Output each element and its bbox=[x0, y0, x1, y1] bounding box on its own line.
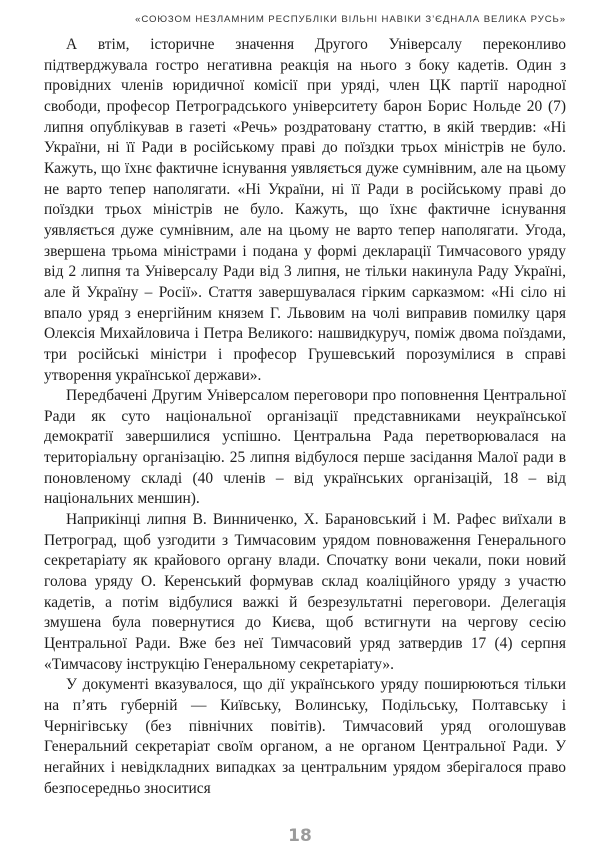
paragraph-3: Наприкінці липня В. Винниченко, Х. Барановський і М. Рафес виїхали в Петроград, щоб узгодити з Тимчасовим урядом повноваження Генерального секретаріату як крайового органу влади. Спочатку вони чекали, поки новий голова уряду О. Керенський формував склад коаліційного уряду з участю кадетів, а потім відбулися важкі й безрезультатні переговори. Делегація змушена була повернутися до Києва, щоб встигнути на чергову сесію Центральної Ради. Вже без неї Тимчасовий уряд затвердив 17 (4) серпня «Тимчасову інструкцію Генеральному секретаріату». bbox=[44, 511, 566, 673]
paragraph-2: Передбачені Другим Універсалом переговори про поповнення Центральної Ради як суто національної організації представниками неукраїнської демократії завершилися успішно. Центральна Рада перетворювалася на територіальну організацію. 25 липня відбулося перше засідання Малої ради в поновленому складі (40 членів – від українських організацій, 18 – від національних меншин). bbox=[44, 387, 566, 508]
paragraph-4: У документі вказувалося, що дії українського уряду поширюються тільки на п’ять губерній — Київську, Волинську, Подільську, Полтавську і Чернігівську (без північних повітів). Тимчасовий уряд оголошував Генеральний секретаріат своїм органом, а не органом Центральної Ради. У негайних і невідкладних випадках за центральним урядом зберігалося право безпосередньо зноситися bbox=[44, 676, 566, 797]
body-text bbox=[44, 35, 566, 799]
paragraph-1: А втім, історичне значення Другого Універсалу переконливо підтверджувала гостро негативна реакція на нього з боку кадетів. Один з провідних членів юридичної комісії при уряді, член ЦК партії народної свободи, професор Петроградського університету барон Борис Нольде 20 (7) липня опублікував в газеті «Речь» роздратовану статтю, в якій твердив: «Ні України, ні її Ради в російському праві до поїздки трьох міністрів не було. Кажуть, що їхнє фактичне існування уявляється дуже сумнівним, але на цьому не варто тепер наполягати. «Ні України, ні її Ради в російському праві до поїздки трьох міністрів не було. Кажуть, що їхнє фактичне існування уявляється дуже сумнівним, але на цьому не варто тепер наполягати. Угода, звершена трьома міністрами і подана у формі декларації Тимчасового уряду від 2 липня та Універсалу Ради від 3 липня, не тільки накинула Раду Україні, але й Україну – Росії». Стаття завершувалася гірким сарказмом: «Ні сіло ні впало уряд з енергійним князем Г. Львовим на чолі виправив помилку царя Олексія Михайловича і Петра Великого: нашвидкуруч, поміж двома поїздами, три російські міністри і професор Грушевський порозумілися в справі утворення української держави». bbox=[44, 36, 566, 384]
page-number: 18 bbox=[288, 826, 312, 846]
running-header: «СОЮЗОМ НЕЗЛАМНИМ РЕСПУБЛІКИ ВІЛЬНІ НАВІКИ З’ЄДНАЛА ВЕЛИКА РУСЬ» bbox=[135, 14, 566, 25]
